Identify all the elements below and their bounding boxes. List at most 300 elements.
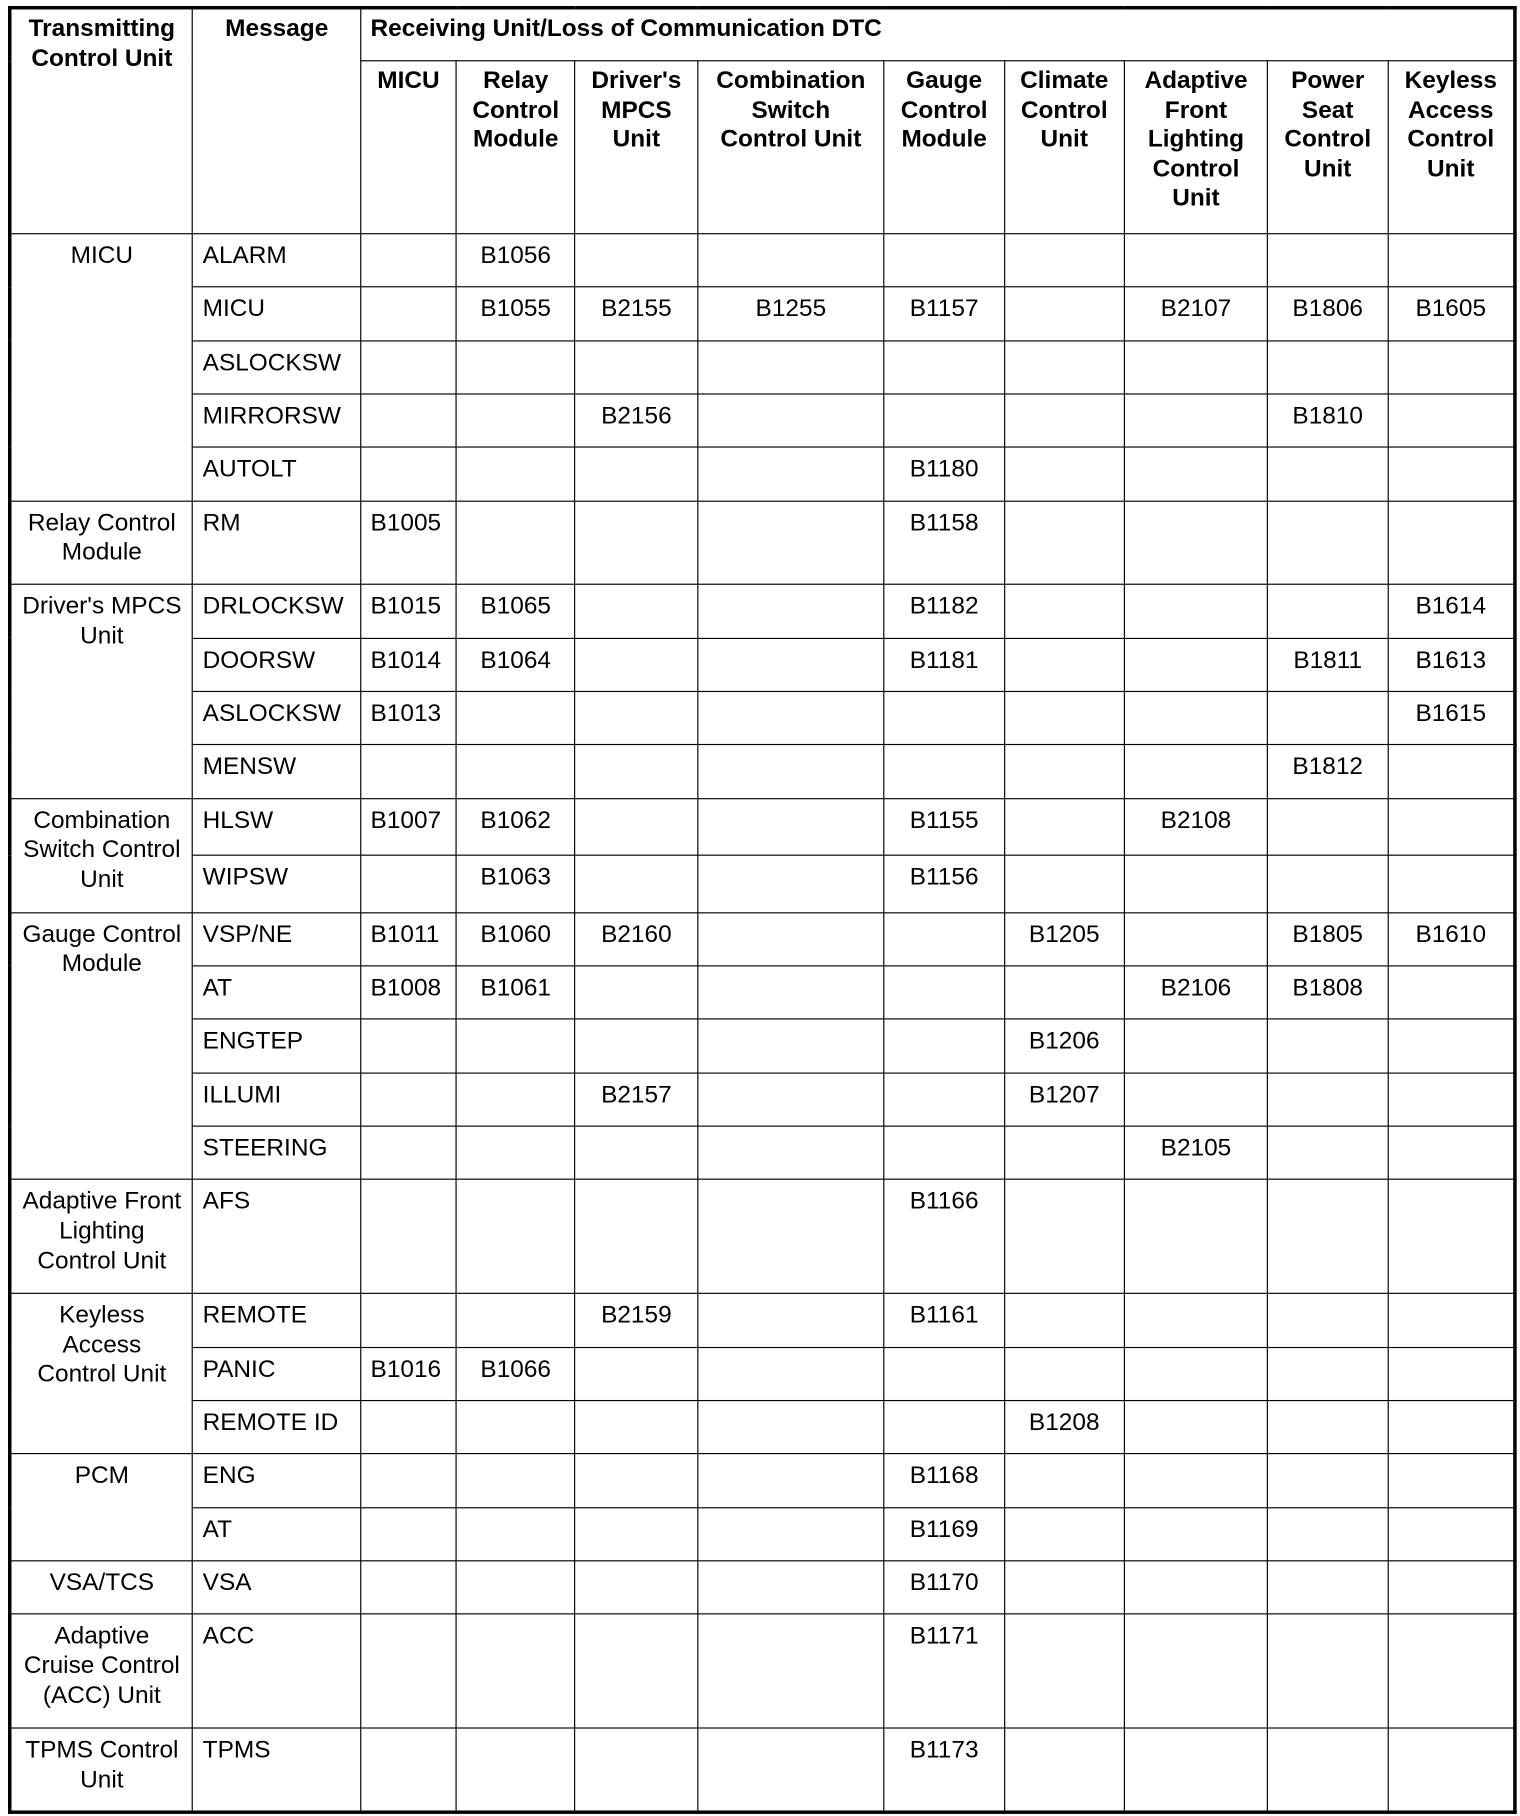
table-row: [10, 855, 1515, 912]
dtc-cell: [1124, 912, 1267, 965]
dtc-cell: [1124, 585, 1267, 638]
header-receiver: Climate Control Unit: [1004, 61, 1124, 234]
dtc-cell: [1268, 1561, 1388, 1614]
header-message: Message: [193, 8, 361, 234]
dtc-cell: [1388, 234, 1515, 287]
dtc-cell: [1388, 1614, 1515, 1728]
dtc-cell: B1169: [884, 1507, 1004, 1560]
dtc-cell: B1155: [884, 798, 1004, 855]
dtc-cell: [1388, 1180, 1515, 1294]
dtc-cell: B2159: [575, 1294, 697, 1347]
dtc-cell: B1810: [1268, 394, 1388, 447]
dtc-cell: [1004, 798, 1124, 855]
dtc-cell: [1268, 1073, 1388, 1126]
dtc-cell: [456, 341, 575, 394]
dtc-cell: [575, 745, 697, 798]
dtc-cell: [575, 585, 697, 638]
dtc-cell: [884, 692, 1004, 745]
dtc-cell: [575, 798, 697, 855]
dtc-cell: [456, 1400, 575, 1453]
dtc-cell: [884, 912, 1004, 965]
dtc-cell: [575, 1454, 697, 1507]
dtc-cell: [698, 745, 885, 798]
message-cell: HLSW: [193, 798, 361, 855]
dtc-cell: [1124, 692, 1267, 745]
dtc-cell: B1066: [456, 1347, 575, 1400]
message-cell: VSA: [193, 1561, 361, 1614]
dtc-cell: B2155: [575, 287, 697, 340]
dtc-cell: B1206: [1004, 1019, 1124, 1072]
dtc-cell: [1124, 341, 1267, 394]
message-cell: REMOTE: [193, 1294, 361, 1347]
header-receiver: Gauge Control Module: [884, 61, 1004, 234]
message-cell: ASLOCKSW: [193, 341, 361, 394]
dtc-cell: [361, 394, 457, 447]
message-cell: MICU: [193, 287, 361, 340]
dtc-cell: B1060: [456, 912, 575, 965]
dtc-cell: B1157: [884, 287, 1004, 340]
dtc-cell: [1004, 692, 1124, 745]
dtc-cell: [1124, 638, 1267, 691]
dtc-cell: [698, 1126, 885, 1179]
dtc-cell: B2106: [1124, 966, 1267, 1019]
dtc-cell: [1004, 1347, 1124, 1400]
dtc-cell: [1388, 1347, 1515, 1400]
dtc-cell: [361, 1400, 457, 1453]
dtc-cell: [1268, 692, 1388, 745]
dtc-cell: [1004, 585, 1124, 638]
dtc-cell: [884, 341, 1004, 394]
dtc-cell: [575, 966, 697, 1019]
dtc-cell: [1268, 1454, 1388, 1507]
dtc-cell: [456, 1507, 575, 1560]
dtc-cell: [698, 1073, 885, 1126]
dtc-cell: [1124, 1614, 1267, 1728]
dtc-cell: [698, 448, 885, 501]
dtc-cell: [1388, 1454, 1515, 1507]
dtc-cell: [698, 1019, 885, 1072]
dtc-cell: [698, 234, 885, 287]
header-receiver: Driver's MPCS Unit: [575, 61, 697, 234]
dtc-cell: [1124, 1454, 1267, 1507]
dtc-cell: [1124, 501, 1267, 585]
dtc-cell: B1182: [884, 585, 1004, 638]
dtc-cell: B1013: [361, 692, 457, 745]
dtc-cell: [1124, 1561, 1267, 1614]
dtc-cell: [361, 1294, 457, 1347]
dtc-cell: [575, 1126, 697, 1179]
dtc-cell: [884, 1347, 1004, 1400]
dtc-cell: [1388, 1073, 1515, 1126]
dtc-cell: B1161: [884, 1294, 1004, 1347]
dtc-cell: [1388, 394, 1515, 447]
dtc-cell: [575, 1614, 697, 1728]
dtc-cell: B1007: [361, 798, 457, 855]
table-row: [10, 1454, 1515, 1507]
dtc-cell: B2108: [1124, 798, 1267, 855]
dtc-cell: [1268, 1728, 1388, 1812]
dtc-cell: [884, 1073, 1004, 1126]
dtc-cell: [456, 692, 575, 745]
dtc-cell: [1388, 1294, 1515, 1347]
dtc-cell: [698, 1400, 885, 1453]
dtc-cell: [1004, 1454, 1124, 1507]
dtc-cell: [1388, 1728, 1515, 1812]
dtc-cell: [698, 394, 885, 447]
dtc-cell: [1124, 1728, 1267, 1812]
dtc-cell: [698, 1294, 885, 1347]
dtc-cell: [1268, 1507, 1388, 1560]
dtc-cell: [361, 1126, 457, 1179]
transmitting-unit-cell: Combination Switch Control Unit: [10, 798, 193, 912]
dtc-cell: B1056: [456, 234, 575, 287]
dtc-cell: [884, 1400, 1004, 1453]
dtc-cell: [361, 1180, 457, 1294]
transmitting-unit-cell: Relay Control Module: [10, 501, 193, 585]
message-cell: ENG: [193, 1454, 361, 1507]
dtc-cell: [1388, 745, 1515, 798]
message-cell: VSP/NE: [193, 912, 361, 965]
message-cell: AT: [193, 966, 361, 1019]
dtc-cell: [1004, 287, 1124, 340]
dtc-cell: [1268, 1019, 1388, 1072]
dtc-cell: B1613: [1388, 638, 1515, 691]
dtc-cell: [575, 234, 697, 287]
dtc-cell: [1124, 1347, 1267, 1400]
dtc-cell: B1008: [361, 966, 457, 1019]
dtc-cell: [884, 745, 1004, 798]
dtc-cell: [1388, 1400, 1515, 1453]
dtc-cell: B1015: [361, 585, 457, 638]
dtc-cell: [1268, 1126, 1388, 1179]
dtc-cell: [1268, 1400, 1388, 1453]
dtc-cell: [884, 1126, 1004, 1179]
dtc-cell: [1004, 448, 1124, 501]
dtc-cell: [698, 1180, 885, 1294]
dtc-cell: B1812: [1268, 745, 1388, 798]
dtc-cell: [1388, 798, 1515, 855]
table-row: [10, 1614, 1515, 1728]
dtc-cell: [698, 585, 885, 638]
dtc-cell: [1388, 1126, 1515, 1179]
dtc-cell: [361, 745, 457, 798]
dtc-cell: [1124, 448, 1267, 501]
dtc-cell: [456, 448, 575, 501]
message-cell: STEERING: [193, 1126, 361, 1179]
dtc-cell: B1180: [884, 448, 1004, 501]
dtc-cell: [1004, 234, 1124, 287]
dtc-cell: [361, 855, 457, 912]
dtc-cell: [1004, 745, 1124, 798]
dtc-cell: [1124, 855, 1267, 912]
dtc-cell: [1004, 341, 1124, 394]
message-cell: AUTOLT: [193, 448, 361, 501]
table-row: [10, 638, 1515, 691]
dtc-cell: [698, 1561, 885, 1614]
message-cell: TPMS: [193, 1728, 361, 1812]
dtc-cell: [698, 1454, 885, 1507]
dtc-cell: [456, 745, 575, 798]
dtc-cell: [575, 1561, 697, 1614]
dtc-cell: [1268, 1347, 1388, 1400]
header-transmitting-unit: Transmitting Control Unit: [10, 8, 193, 234]
transmitting-unit-cell: PCM: [10, 1454, 193, 1561]
transmitting-unit-cell: Adaptive Front Lighting Control Unit: [10, 1180, 193, 1294]
dtc-cell: [1124, 1507, 1267, 1560]
dtc-cell: [361, 1728, 457, 1812]
dtc-cell: [361, 448, 457, 501]
dtc-table: [8, 6, 1517, 1814]
dtc-cell: [456, 1454, 575, 1507]
dtc-cell: B1806: [1268, 287, 1388, 340]
dtc-cell: [698, 1614, 885, 1728]
dtc-cell: B1615: [1388, 692, 1515, 745]
table-row: [10, 1180, 1515, 1294]
dtc-cell: B1062: [456, 798, 575, 855]
table-row: [10, 287, 1515, 340]
dtc-cell: B1061: [456, 966, 575, 1019]
transmitting-unit-cell: Gauge Control Module: [10, 912, 193, 1179]
message-cell: PANIC: [193, 1347, 361, 1400]
dtc-cell: [1124, 1073, 1267, 1126]
dtc-cell: [456, 1073, 575, 1126]
dtc-cell: [575, 855, 697, 912]
dtc-cell: [1124, 234, 1267, 287]
dtc-cell: B1055: [456, 287, 575, 340]
dtc-cell: B1170: [884, 1561, 1004, 1614]
dtc-cell: B2160: [575, 912, 697, 965]
dtc-cell: [1388, 448, 1515, 501]
dtc-cell: [698, 912, 885, 965]
dtc-cell: B1064: [456, 638, 575, 691]
dtc-cell: [698, 798, 885, 855]
table-row: [10, 1126, 1515, 1179]
dtc-cell: [575, 1507, 697, 1560]
header-receiver: Combination Switch Control Unit: [698, 61, 885, 234]
message-cell: MENSW: [193, 745, 361, 798]
dtc-cell: B2157: [575, 1073, 697, 1126]
table-row: [10, 1507, 1515, 1560]
table-row: [10, 585, 1515, 638]
message-cell: ASLOCKSW: [193, 692, 361, 745]
dtc-cell: [1004, 966, 1124, 1019]
dtc-cell: B1808: [1268, 966, 1388, 1019]
header-receiver: MICU: [361, 61, 457, 234]
dtc-cell: B1255: [698, 287, 885, 340]
table-row: [10, 1561, 1515, 1614]
dtc-cell: [1124, 394, 1267, 447]
header-receiver: Power Seat Control Unit: [1268, 61, 1388, 234]
dtc-cell: [1268, 1180, 1388, 1294]
dtc-cell: [1124, 1180, 1267, 1294]
table-row: [10, 1019, 1515, 1072]
table-row: [10, 1073, 1515, 1126]
dtc-cell: [456, 1294, 575, 1347]
dtc-cell: [698, 501, 885, 585]
dtc-cell: B1168: [884, 1454, 1004, 1507]
dtc-cell: B1173: [884, 1728, 1004, 1812]
message-cell: DRLOCKSW: [193, 585, 361, 638]
dtc-cell: [575, 692, 697, 745]
table-row: [10, 1400, 1515, 1453]
dtc-cell: [1388, 341, 1515, 394]
dtc-cell: B1005: [361, 501, 457, 585]
dtc-cell: B1614: [1388, 585, 1515, 638]
dtc-cell: [456, 1614, 575, 1728]
dtc-cell: [1388, 1019, 1515, 1072]
dtc-cell: B2156: [575, 394, 697, 447]
table-row: [10, 798, 1515, 855]
dtc-cell: B1166: [884, 1180, 1004, 1294]
dtc-cell: [361, 1507, 457, 1560]
dtc-cell: [1004, 1294, 1124, 1347]
message-cell: ALARM: [193, 234, 361, 287]
dtc-cell: [884, 394, 1004, 447]
dtc-cell: [1268, 798, 1388, 855]
dtc-cell: B1063: [456, 855, 575, 912]
dtc-cell: [456, 1180, 575, 1294]
transmitting-unit-cell: TPMS Control Unit: [10, 1728, 193, 1812]
dtc-cell: [698, 855, 885, 912]
dtc-cell: [1124, 745, 1267, 798]
table-row: [10, 692, 1515, 745]
dtc-cell: [361, 1019, 457, 1072]
table-row: [10, 394, 1515, 447]
dtc-cell: [1268, 448, 1388, 501]
message-cell: MIRRORSW: [193, 394, 361, 447]
dtc-cell: B1156: [884, 855, 1004, 912]
transmitting-unit-cell: Driver's MPCS Unit: [10, 585, 193, 799]
dtc-cell: B1207: [1004, 1073, 1124, 1126]
dtc-cell: [884, 1019, 1004, 1072]
dtc-cell: [456, 1561, 575, 1614]
dtc-cell: [1268, 585, 1388, 638]
dtc-cell: [456, 1019, 575, 1072]
dtc-cell: [698, 341, 885, 394]
table-row: [10, 234, 1515, 287]
dtc-cell: B1181: [884, 638, 1004, 691]
dtc-cell: [698, 692, 885, 745]
dtc-cell: [575, 1728, 697, 1812]
message-cell: REMOTE ID: [193, 1400, 361, 1453]
dtc-cell: B1171: [884, 1614, 1004, 1728]
dtc-cell: [1268, 501, 1388, 585]
dtc-cell: [1268, 1614, 1388, 1728]
dtc-cell: [884, 966, 1004, 1019]
dtc-cell: [1388, 501, 1515, 585]
dtc-cell: B1014: [361, 638, 457, 691]
dtc-cell: [1388, 855, 1515, 912]
dtc-cell: B1605: [1388, 287, 1515, 340]
dtc-cell: [361, 1454, 457, 1507]
dtc-cell: [1124, 1019, 1267, 1072]
dtc-cell: [1004, 1180, 1124, 1294]
message-cell: RM: [193, 501, 361, 585]
dtc-cell: [456, 1728, 575, 1812]
transmitting-unit-cell: MICU: [10, 234, 193, 501]
header-receiver: Adaptive Front Lighting Control Unit: [1124, 61, 1267, 234]
table-row: [10, 341, 1515, 394]
dtc-cell: [575, 1347, 697, 1400]
dtc-cell: B1158: [884, 501, 1004, 585]
table-row: [10, 1347, 1515, 1400]
dtc-cell: [575, 1400, 697, 1453]
dtc-cell: B1811: [1268, 638, 1388, 691]
header-receiving-unit: Receiving Unit/Loss of Communication DTC: [361, 8, 1515, 61]
dtc-cell: [361, 1073, 457, 1126]
dtc-cell: [698, 1347, 885, 1400]
dtc-cell: [456, 501, 575, 585]
dtc-cell: [1388, 1507, 1515, 1560]
dtc-cell: [1004, 638, 1124, 691]
dtc-cell: [1004, 394, 1124, 447]
header-receiver: Keyless Access Control Unit: [1388, 61, 1515, 234]
dtc-cell: B2107: [1124, 287, 1267, 340]
dtc-cell: B2105: [1124, 1126, 1267, 1179]
dtc-cell: [456, 394, 575, 447]
dtc-cell: [1268, 1294, 1388, 1347]
dtc-cell: [361, 234, 457, 287]
table-row: [10, 448, 1515, 501]
dtc-cell: [1004, 1561, 1124, 1614]
table-row: [10, 966, 1515, 1019]
dtc-cell: [1124, 1294, 1267, 1347]
dtc-cell: [575, 448, 697, 501]
dtc-cell: B1610: [1388, 912, 1515, 965]
message-cell: ILLUMI: [193, 1073, 361, 1126]
dtc-cell: [884, 234, 1004, 287]
dtc-cell: B1011: [361, 912, 457, 965]
dtc-cell: [361, 287, 457, 340]
message-cell: ENGTEP: [193, 1019, 361, 1072]
dtc-cell: [575, 501, 697, 585]
dtc-cell: [1388, 1561, 1515, 1614]
table-row: [10, 1294, 1515, 1347]
dtc-cell: B1065: [456, 585, 575, 638]
dtc-cell: [361, 1614, 457, 1728]
dtc-cell: [698, 1507, 885, 1560]
dtc-cell: B1205: [1004, 912, 1124, 965]
dtc-cell: [698, 966, 885, 1019]
dtc-cell: [1004, 501, 1124, 585]
message-cell: WIPSW: [193, 855, 361, 912]
dtc-cell: [361, 1561, 457, 1614]
message-cell: ACC: [193, 1614, 361, 1728]
table-row: [10, 1728, 1515, 1812]
message-cell: AT: [193, 1507, 361, 1560]
dtc-cell: [456, 1126, 575, 1179]
dtc-cell: [1004, 1126, 1124, 1179]
dtc-cell: [1004, 1728, 1124, 1812]
dtc-cell: [1004, 1507, 1124, 1560]
dtc-cell: B1208: [1004, 1400, 1124, 1453]
dtc-cell: [1124, 1400, 1267, 1453]
message-cell: AFS: [193, 1180, 361, 1294]
dtc-cell: [575, 638, 697, 691]
dtc-cell: [1004, 1614, 1124, 1728]
dtc-cell: [575, 1180, 697, 1294]
dtc-cell: [1004, 855, 1124, 912]
dtc-cell: [1268, 234, 1388, 287]
message-cell: DOORSW: [193, 638, 361, 691]
table-row: [10, 745, 1515, 798]
dtc-cell: [575, 1019, 697, 1072]
dtc-cell: [698, 1728, 885, 1812]
transmitting-unit-cell: Adaptive Cruise Control (ACC) Unit: [10, 1614, 193, 1728]
table-row: [10, 912, 1515, 965]
dtc-cell: [1268, 855, 1388, 912]
dtc-cell: B1016: [361, 1347, 457, 1400]
